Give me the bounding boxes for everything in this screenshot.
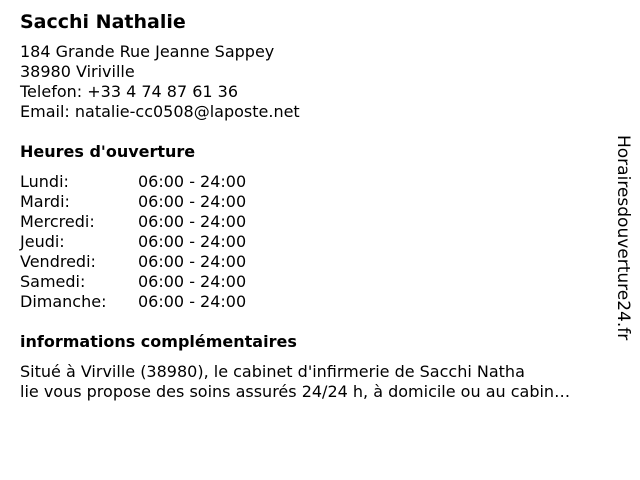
email-line: Email: natalie-cc0508@laposte.net xyxy=(20,102,300,121)
hours-time: 06:00 - 24:00 xyxy=(138,252,247,271)
info-title: informations complémentaires xyxy=(20,332,297,351)
address-line-2: 38980 Viriville xyxy=(20,62,135,81)
hours-time: 06:00 - 24:00 xyxy=(138,172,247,191)
hours-day: Dimanche: xyxy=(20,292,107,311)
hours-time: 06:00 - 24:00 xyxy=(138,292,247,311)
address-line-1: 184 Grande Rue Jeanne Sappey xyxy=(20,42,275,61)
hours-table xyxy=(20,172,610,312)
hours-time: 06:00 - 24:00 xyxy=(138,232,247,251)
hours-day: Samedi: xyxy=(20,272,86,291)
hours-time: 06:00 - 24:00 xyxy=(138,272,247,291)
hours-day: Mardi: xyxy=(20,192,70,211)
info-line-1: Situé à Virville (38980), le cabinet d'infirmerie de Sacchi Natha xyxy=(20,362,525,381)
phone-line: Telefon: +33 4 74 87 61 36 xyxy=(20,82,239,101)
site-watermark: Horairesdouverture24.fr xyxy=(613,135,633,341)
hours-row-mardi xyxy=(20,192,610,212)
hours-title: Heures d'ouverture xyxy=(20,142,196,161)
hours-day: Jeudi: xyxy=(20,232,65,251)
hours-time: 06:00 - 24:00 xyxy=(138,212,247,231)
business-card xyxy=(20,10,610,402)
hours-row-lundi xyxy=(20,172,610,192)
hours-row-mercredi xyxy=(20,212,610,232)
hours-time: 06:00 - 24:00 xyxy=(138,192,247,211)
business-name: Sacchi Nathalie xyxy=(20,11,186,33)
hours-row-jeudi xyxy=(20,232,610,252)
hours-row-samedi xyxy=(20,272,610,292)
hours-day: Lundi: xyxy=(20,172,69,191)
info-line-2: lie vous propose des soins assurés 24/24 h, à domicile ou au cabin… xyxy=(20,382,571,401)
hours-day: Vendredi: xyxy=(20,252,96,271)
info-description xyxy=(20,362,610,402)
hours-day: Mercredi: xyxy=(20,212,95,231)
hours-row-dimanche xyxy=(20,292,610,312)
hours-row-vendredi xyxy=(20,252,610,272)
